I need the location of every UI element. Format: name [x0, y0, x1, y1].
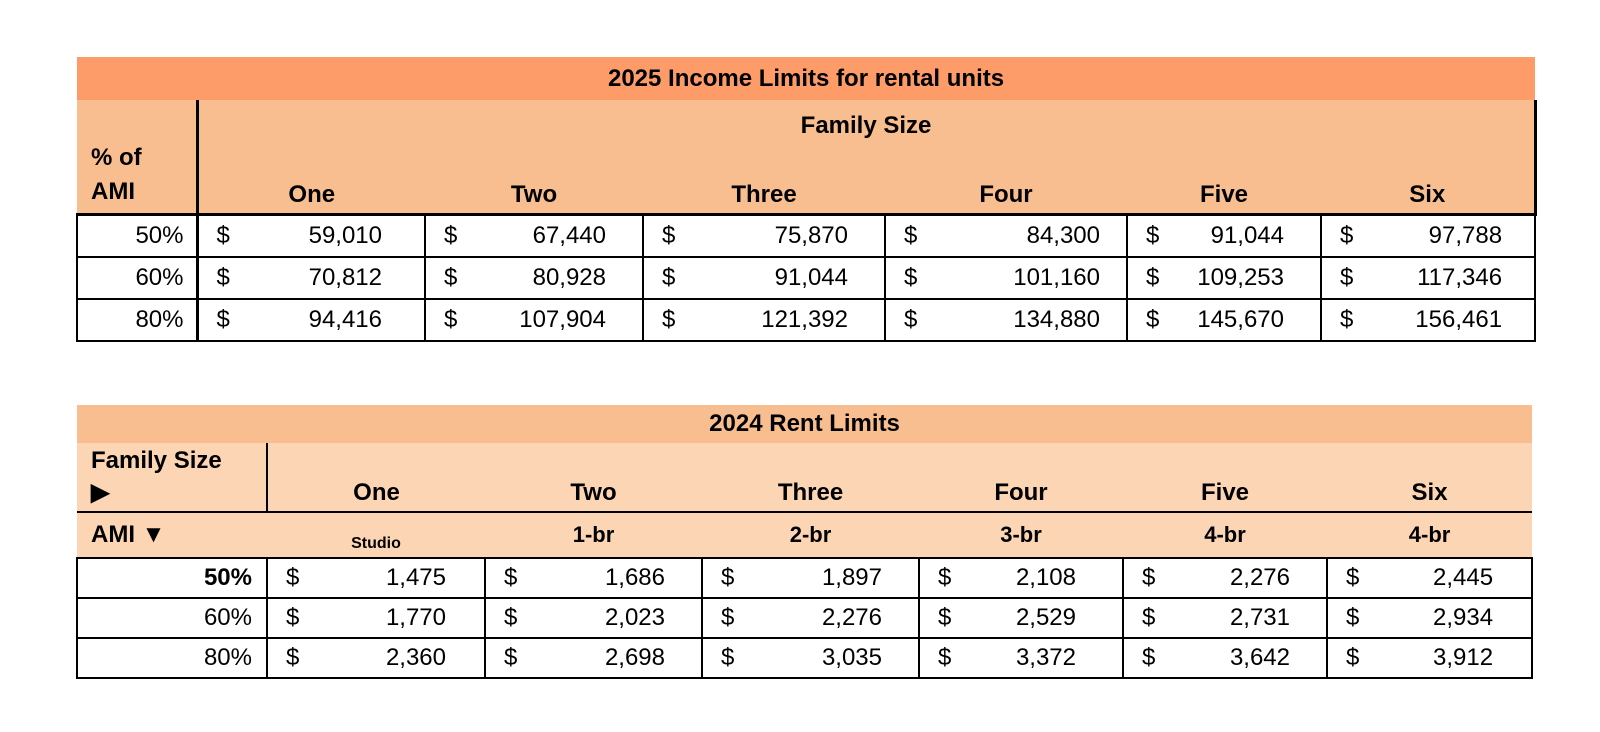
value-cell — [1127, 257, 1321, 299]
ami-percent-cell: 50% — [77, 558, 267, 598]
amount: 2,276 — [1229, 564, 1290, 591]
value-cell — [643, 299, 885, 341]
amount: 1,770 — [385, 604, 446, 631]
rent-size-six: Six — [1327, 443, 1532, 512]
amount: 59,010 — [308, 222, 382, 249]
amount: 75,870 — [774, 222, 848, 249]
size-header-three: Three — [643, 155, 885, 215]
family-size-text: Family Size — [91, 447, 222, 474]
currency-symbol: $ — [1142, 604, 1156, 631]
amount: 107,904 — [519, 306, 606, 333]
currency-symbol: $ — [938, 644, 952, 671]
amount: 3,642 — [1229, 644, 1290, 671]
amount: 3,035 — [821, 644, 882, 671]
currency-symbol: $ — [216, 264, 230, 291]
value-cell — [197, 299, 425, 341]
size-header-one: One — [197, 155, 425, 215]
size-header-two: Two — [425, 155, 643, 215]
amount: 91,044 — [774, 264, 848, 291]
table-row — [77, 558, 1532, 598]
amount: 145,670 — [1197, 306, 1284, 333]
value-cell — [1327, 638, 1532, 678]
amount: 2,529 — [1015, 604, 1076, 631]
size-header-six: Six — [1321, 155, 1535, 215]
rent-size-four: Four — [919, 443, 1123, 512]
amount: 2,023 — [604, 604, 665, 631]
size-header-four: Four — [885, 155, 1127, 215]
currency-symbol: $ — [904, 264, 918, 291]
value-cell — [1321, 257, 1535, 299]
value-cell — [885, 299, 1127, 341]
amount: 84,300 — [1026, 222, 1100, 249]
value-cell — [1321, 299, 1535, 341]
value-cell — [1127, 215, 1321, 258]
table-row — [77, 638, 1532, 678]
value-cell — [485, 638, 702, 678]
amount: 1,897 — [821, 564, 882, 591]
value-cell — [702, 638, 919, 678]
currency-symbol: $ — [504, 604, 518, 631]
currency-symbol: $ — [286, 564, 300, 591]
value-cell — [919, 598, 1123, 638]
value-cell — [1327, 598, 1532, 638]
right-arrow-icon: ▶ — [91, 479, 110, 506]
value-cell — [1327, 558, 1532, 598]
rent-limits-table — [76, 405, 1533, 679]
amount: 3,372 — [1015, 644, 1076, 671]
income-table-title: 2025 Income Limits for rental units — [77, 57, 1535, 100]
amount: 1,475 — [385, 564, 446, 591]
amount: 2,934 — [1433, 604, 1494, 631]
value-cell — [702, 598, 919, 638]
currency-symbol: $ — [721, 644, 735, 671]
rent-size-three: Three — [702, 443, 919, 512]
amount: 1,686 — [604, 564, 665, 591]
currency-symbol: $ — [1146, 264, 1160, 291]
amount: 91,044 — [1210, 222, 1284, 249]
amount: 2,360 — [385, 644, 446, 671]
bedroom-2br: 2-br — [702, 512, 919, 558]
value-cell — [267, 598, 485, 638]
amount: 117,346 — [1417, 264, 1503, 291]
value-cell — [267, 638, 485, 678]
value-cell — [885, 257, 1127, 299]
value-cell — [485, 598, 702, 638]
value-cell — [1123, 638, 1327, 678]
currency-symbol: $ — [1340, 222, 1354, 249]
currency-symbol: $ — [662, 264, 676, 291]
amount: 2,698 — [604, 644, 665, 671]
bedroom-4br-five: 4-br — [1123, 512, 1327, 558]
ami-percent-cell: 80% — [77, 638, 267, 678]
amount: 2,445 — [1433, 564, 1494, 591]
currency-symbol: $ — [1346, 604, 1360, 631]
currency-symbol: $ — [1146, 306, 1160, 333]
bedroom-studio: Studio — [267, 512, 485, 558]
value-cell — [1123, 558, 1327, 598]
amount: 97,788 — [1428, 222, 1503, 249]
currency-symbol: $ — [1142, 644, 1156, 671]
bedroom-1br: 1-br — [485, 512, 702, 558]
currency-symbol: $ — [721, 604, 735, 631]
amount: 2,108 — [1015, 564, 1076, 591]
income-limits-table — [76, 57, 1537, 342]
size-header-five: Five — [1127, 155, 1321, 215]
amount: 67,440 — [532, 222, 606, 249]
value-cell — [702, 558, 919, 598]
currency-symbol: $ — [1340, 264, 1354, 291]
rent-size-two: Two — [485, 443, 702, 512]
currency-symbol: $ — [938, 604, 952, 631]
currency-symbol: $ — [1142, 564, 1156, 591]
value-cell — [425, 257, 643, 299]
currency-symbol: $ — [662, 222, 676, 249]
ami-percent-cell: 80% — [77, 299, 197, 341]
currency-symbol: $ — [504, 564, 518, 591]
value-cell — [885, 215, 1127, 258]
ami-header-line2: AMI — [91, 178, 135, 205]
value-cell — [197, 215, 425, 258]
value-cell — [919, 558, 1123, 598]
currency-symbol: $ — [444, 264, 458, 291]
currency-symbol: $ — [504, 644, 518, 671]
currency-symbol: $ — [721, 564, 735, 591]
bedroom-3br: 3-br — [919, 512, 1123, 558]
ami-down-label: AMI ▼ — [77, 512, 267, 558]
amount: 70,812 — [308, 264, 382, 291]
ami-percent-cell: 60% — [77, 598, 267, 638]
value-cell — [919, 638, 1123, 678]
amount: 101,160 — [1013, 264, 1100, 291]
rent-size-one: One — [267, 443, 485, 512]
value-cell — [1321, 215, 1535, 258]
amount: 156,461 — [1415, 306, 1503, 333]
currency-symbol: $ — [1346, 644, 1360, 671]
value-cell — [643, 215, 885, 258]
ami-header — [77, 100, 197, 215]
currency-symbol: $ — [444, 306, 458, 333]
table-row — [77, 215, 1535, 258]
currency-symbol: $ — [216, 306, 230, 333]
value-cell — [485, 558, 702, 598]
currency-symbol: $ — [286, 644, 300, 671]
amount: 80,928 — [532, 264, 606, 291]
bedroom-4br-six: 4-br — [1327, 512, 1532, 558]
currency-symbol: $ — [1146, 222, 1160, 249]
currency-symbol: $ — [286, 604, 300, 631]
value-cell — [425, 299, 643, 341]
value-cell — [267, 558, 485, 598]
currency-symbol: $ — [904, 306, 918, 333]
family-size-header: Family Size — [197, 100, 1535, 155]
table-row — [77, 598, 1532, 638]
currency-symbol: $ — [216, 222, 230, 249]
amount: 134,880 — [1013, 306, 1100, 333]
amount: 2,731 — [1229, 604, 1290, 631]
rent-table-title: 2024 Rent Limits — [77, 405, 1532, 443]
table-row — [77, 257, 1535, 299]
amount: 94,416 — [308, 306, 382, 333]
amount: 109,253 — [1197, 264, 1284, 291]
value-cell — [197, 257, 425, 299]
currency-symbol: $ — [1340, 306, 1354, 333]
family-size-label — [77, 443, 267, 512]
value-cell — [1123, 598, 1327, 638]
table-row — [77, 299, 1535, 341]
currency-symbol: $ — [662, 306, 676, 333]
amount: 3,912 — [1433, 644, 1494, 671]
value-cell — [425, 215, 643, 258]
ami-percent-cell: 60% — [77, 257, 197, 299]
ami-header-line1: % of — [91, 144, 142, 171]
currency-symbol: $ — [1346, 564, 1360, 591]
value-cell — [643, 257, 885, 299]
amount: 2,276 — [821, 604, 882, 631]
ami-percent-cell: 50% — [77, 215, 197, 258]
amount: 121,392 — [761, 306, 848, 333]
value-cell — [1127, 299, 1321, 341]
currency-symbol: $ — [444, 222, 458, 249]
currency-symbol: $ — [904, 222, 918, 249]
currency-symbol: $ — [938, 564, 952, 591]
rent-size-five: Five — [1123, 443, 1327, 512]
